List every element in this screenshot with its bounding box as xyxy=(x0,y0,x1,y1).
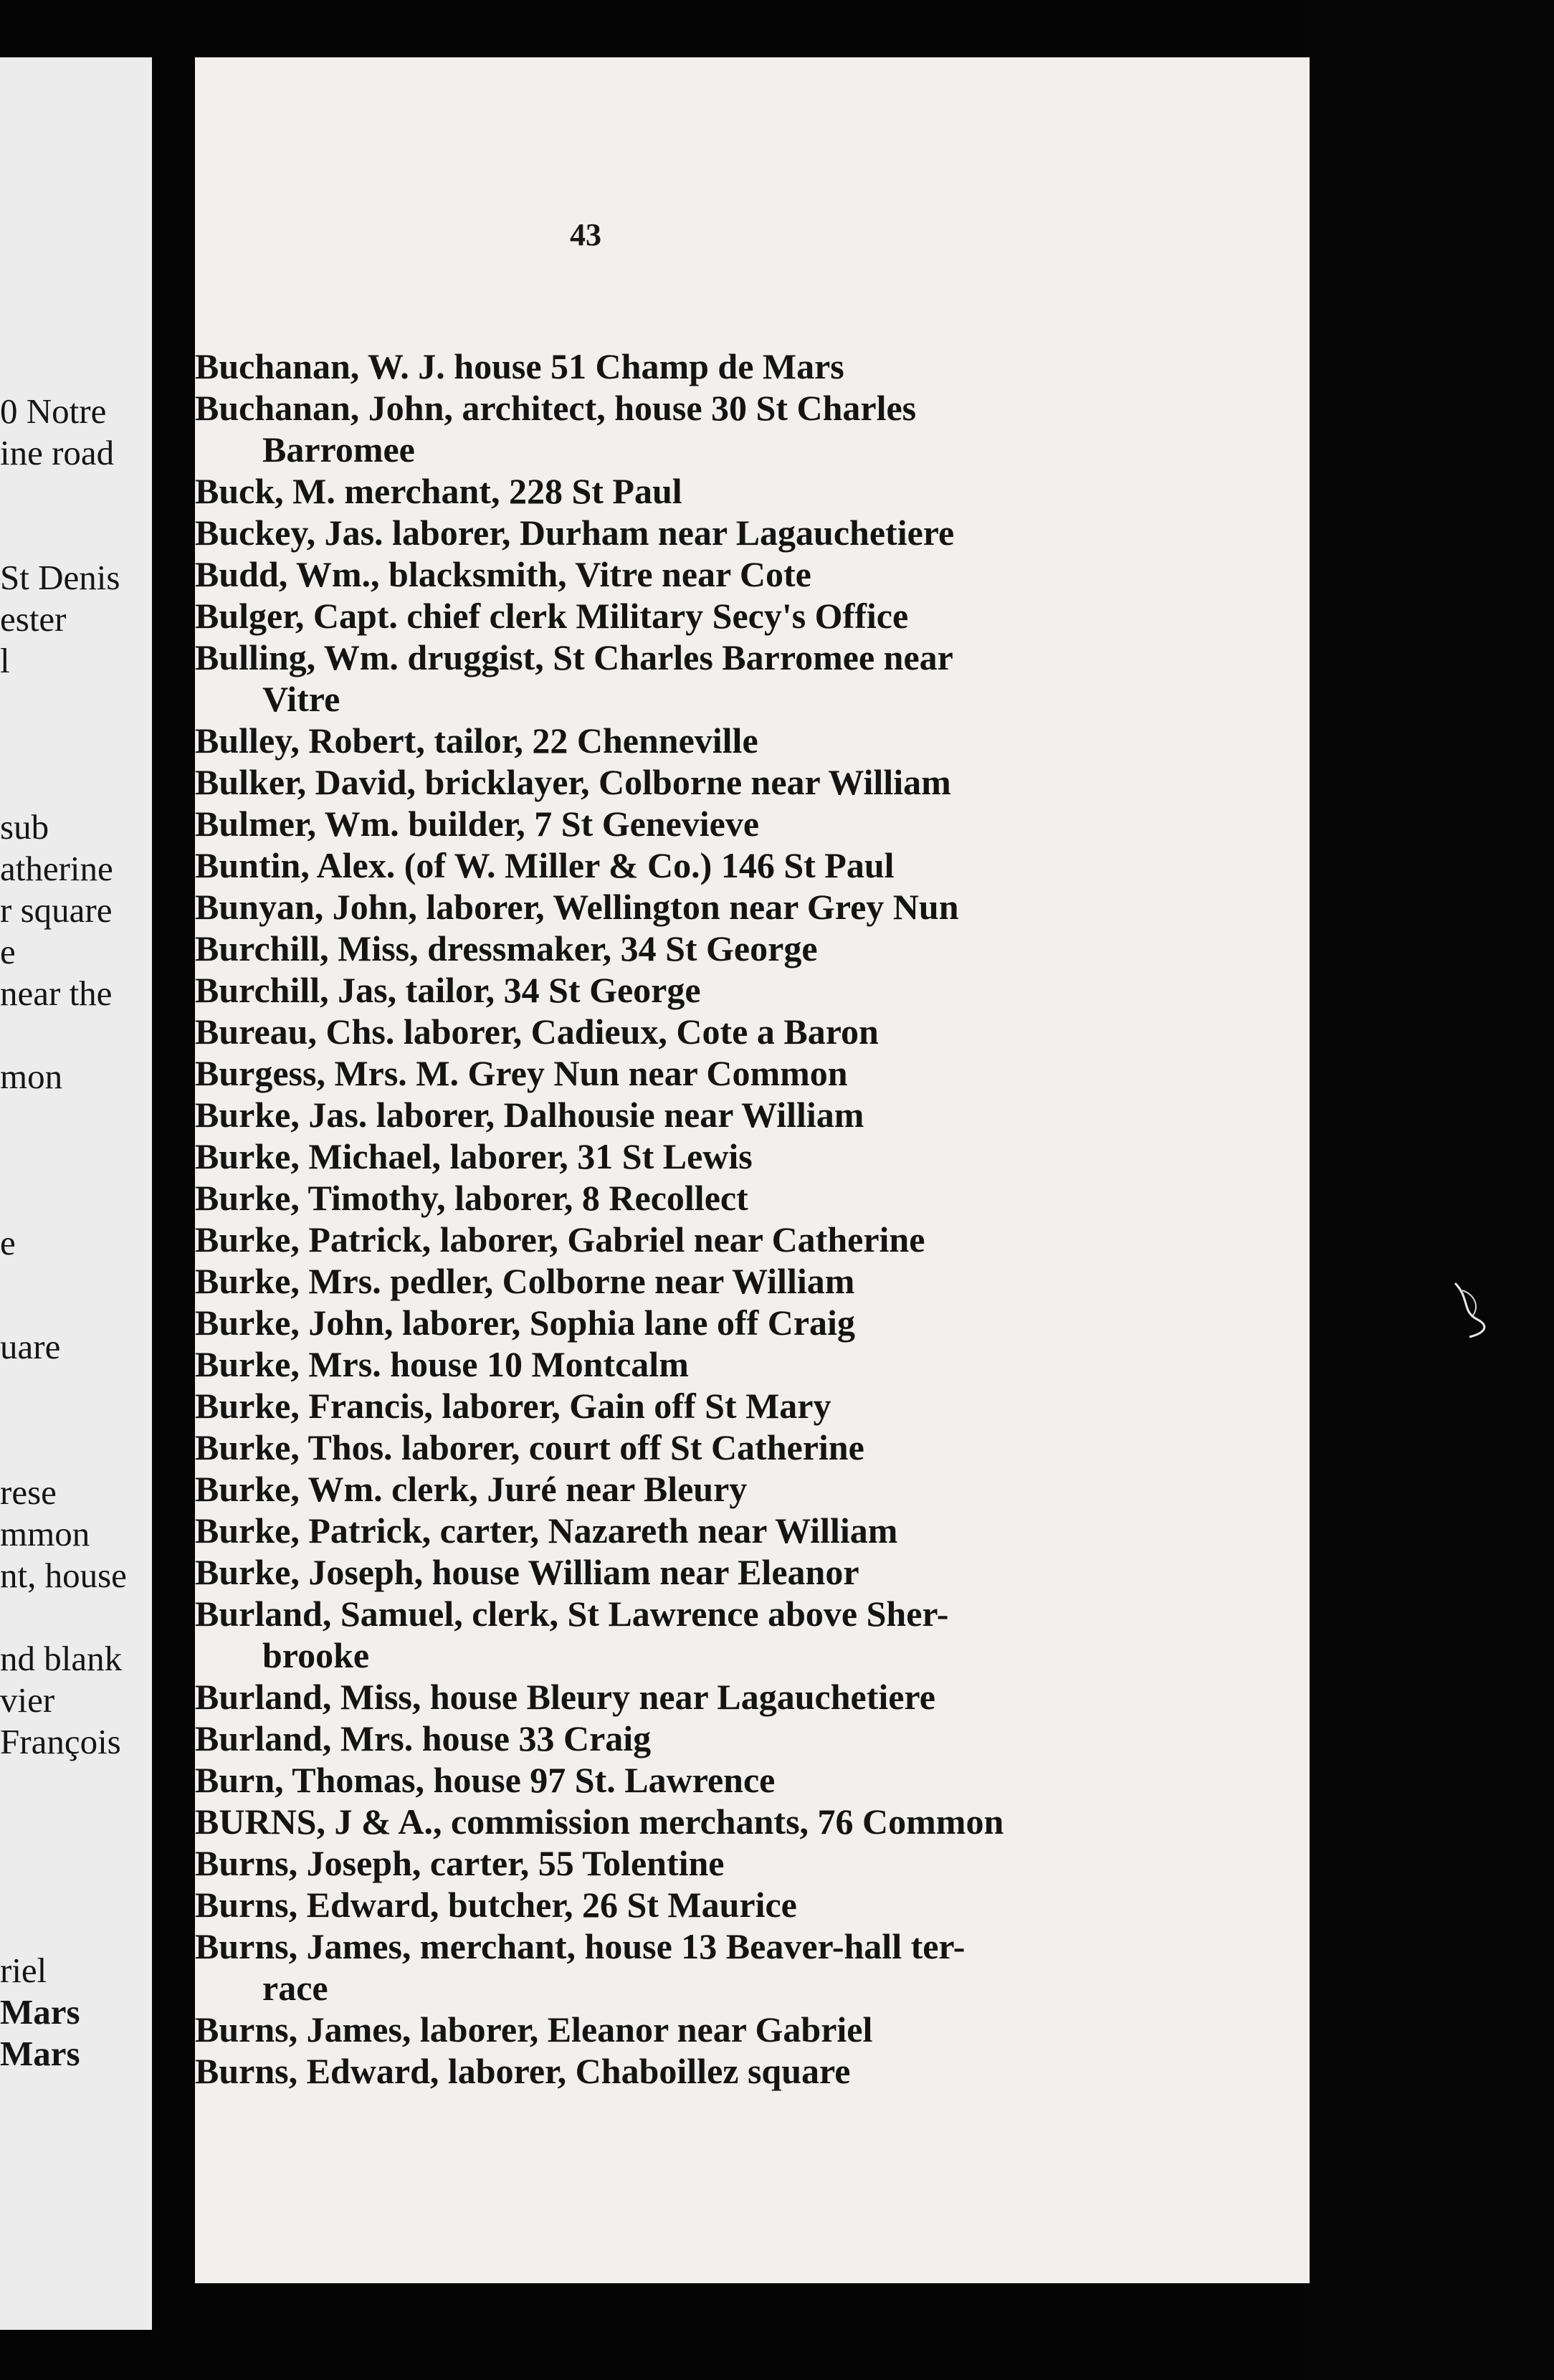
directory-entry: BURNS, J & A., commission merchants, 76 Common xyxy=(195,1801,1004,1842)
left-fragment: sub xyxy=(0,807,49,847)
left-fragment: r square xyxy=(0,890,113,930)
directory-entry: Burns, Edward, laborer, Chaboillez square xyxy=(195,2051,851,2091)
left-fragment: l xyxy=(0,641,10,680)
left-fragment: uare xyxy=(0,1327,61,1366)
directory-entry: Burchill, Jas, tailor, 34 St George xyxy=(195,970,701,1010)
directory-entry: Burke, Michael, laborer, 31 St Lewis xyxy=(195,1136,753,1176)
directory-entry: Burns, Edward, butcher, 26 St Maurice xyxy=(195,1885,797,1925)
left-fragment: Mars xyxy=(0,2034,80,2073)
directory-entry: Burke, Joseph, house William near Eleanor xyxy=(195,1552,859,1592)
directory-entry: Burke, Patrick, laborer, Gabriel near Catherine xyxy=(195,1219,925,1260)
directory-entry: Burgess, Mrs. M. Grey Nun near Common xyxy=(195,1053,848,1093)
left-fragment: ine road xyxy=(0,433,115,472)
left-fragment: nt, house xyxy=(0,1556,127,1595)
directory-entry: Burn, Thomas, house 97 St. Lawrence xyxy=(195,1760,776,1800)
directory-entry-continuation: race xyxy=(262,1968,328,2008)
directory-entry: Burns, James, merchant, house 13 Beaver-hall ter- xyxy=(195,1926,966,1966)
directory-entry: Burke, Timothy, laborer, 8 Recollect xyxy=(195,1178,748,1218)
directory-entry: Bulley, Robert, tailor, 22 Chenneville xyxy=(195,720,758,761)
directory-entry: Buchanan, W. J. house 51 Champ de Mars xyxy=(195,346,844,386)
directory-entry: Burke, Thos. laborer, court off St Catherine xyxy=(195,1427,864,1467)
left-fragment: ester xyxy=(0,599,67,639)
book-gutter xyxy=(152,43,195,2380)
directory-entry-continuation: brooke xyxy=(262,1635,370,1675)
directory-entry: Burns, James, laborer, Eleanor near Gabriel xyxy=(195,2009,873,2050)
directory-entry: Budd, Wm., blacksmith, Vitre near Cote xyxy=(195,554,811,594)
left-fragment: mmon xyxy=(0,1514,90,1553)
directory-entry: Buchanan, John, architect, house 30 St Charles xyxy=(195,388,917,428)
left-fragment: Mars xyxy=(0,1992,80,2032)
directory-entry: Bulger, Capt. chief clerk Military Secy's Office xyxy=(195,596,909,636)
directory-entry: Burke, Francis, laborer, Gain off St Mary xyxy=(195,1386,831,1426)
scan-border xyxy=(1310,0,1554,2380)
left-page xyxy=(0,57,152,2330)
directory-entry: Burland, Miss, house Bleury near Lagauchetiere xyxy=(195,1677,935,1717)
scan-debris-mark xyxy=(1448,1276,1491,1341)
left-fragment: St Denis xyxy=(0,558,120,597)
directory-entry: Bulmer, Wm. builder, 7 St Genevieve xyxy=(195,804,760,844)
directory-entries xyxy=(195,57,1310,2283)
left-fragment: François xyxy=(0,1722,121,1761)
directory-entry: Bureau, Chs. laborer, Cadieux, Cote a Baron xyxy=(195,1012,879,1052)
left-fragment: riel xyxy=(0,1951,47,1990)
directory-entry: Burke, Wm. clerk, Juré near Bleury xyxy=(195,1469,748,1509)
right-page xyxy=(195,57,1310,2283)
directory-entry: Burke, Jas. laborer, Dalhousie near William xyxy=(195,1095,864,1135)
directory-entry: Burchill, Miss, dressmaker, 34 St George xyxy=(195,928,818,968)
left-fragment: nd blank xyxy=(0,1639,123,1678)
directory-entry: Bulker, David, bricklayer, Colborne near William xyxy=(195,762,951,802)
directory-entry: Burland, Samuel, clerk, St Lawrence above Sher- xyxy=(195,1594,949,1634)
directory-entry: Buck, M. merchant, 228 St Paul xyxy=(195,471,682,511)
left-fragment: 0 Notre xyxy=(0,391,107,431)
left-fragment: vier xyxy=(0,1680,55,1720)
directory-entry: Bulling, Wm. druggist, St Charles Barromee near xyxy=(195,637,953,677)
left-fragment: atherine xyxy=(0,849,113,888)
directory-entry: Burke, John, laborer, Sophia lane off Craig xyxy=(195,1303,855,1343)
directory-entry: Buntin, Alex. (of W. Miller & Co.) 146 St Paul xyxy=(195,845,895,885)
left-fragment: e xyxy=(0,1223,16,1262)
directory-entry: Burke, Patrick, carter, Nazareth near William xyxy=(195,1510,898,1551)
directory-entry: Bunyan, John, laborer, Wellington near Grey Nun xyxy=(195,887,959,927)
directory-entry-continuation: Vitre xyxy=(262,679,340,719)
directory-entry-continuation: Barromee xyxy=(262,429,415,470)
left-fragment: near the xyxy=(0,974,113,1013)
directory-entry: Buckey, Jas. laborer, Durham near Lagauchetiere xyxy=(195,513,955,553)
left-fragment: e xyxy=(0,932,16,971)
left-fragment: rese xyxy=(0,1472,57,1512)
directory-entry: Burke, Mrs. house 10 Montcalm xyxy=(195,1344,689,1384)
page-number: 43 xyxy=(570,217,601,252)
directory-entry: Burke, Mrs. pedler, Colborne near William xyxy=(195,1261,855,1301)
directory-entry: Burland, Mrs. house 33 Craig xyxy=(195,1718,652,1758)
left-fragment: mon xyxy=(0,1057,63,1096)
directory-entry: Burns, Joseph, carter, 55 Tolentine xyxy=(195,1843,725,1883)
